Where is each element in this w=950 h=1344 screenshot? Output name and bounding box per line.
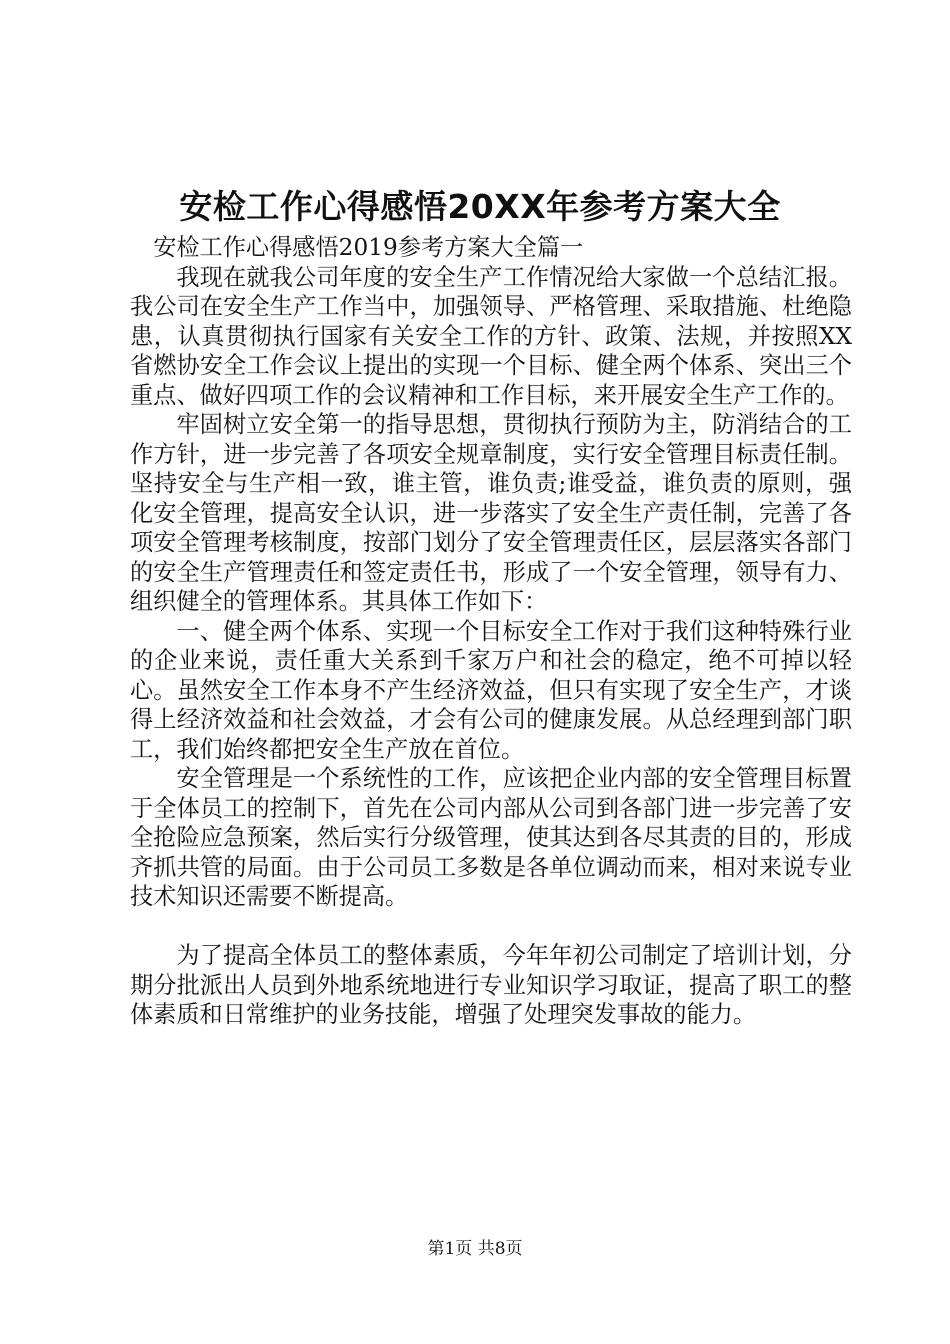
- paragraph-1: 我现在就我公司年度的安全生产工作情况给大家做一个总结汇报。我公司在安全生产工作当中，加强领导、严格管理、采取措施、杜绝隐患，认真贯彻执行国家有关安全工作的方针、政策、法规，并按照XX省燃协安全工作会议上提出的实现一个目标、健全两个体系、突出三个重点、做好四项工作的会议精神和工作目标，来开展安全生产工作的。: [130, 263, 852, 409]
- paragraph-5: 为了提高全体员工的整体素质，今年年初公司制定了培训计划，分期分批派出人员到外地系统地进行专业知识学习取证，提高了职工的整体素质和日常维护的业务技能，增强了处理突发事故的能力。: [130, 942, 852, 1028]
- section-heading: 安检工作心得感悟2019参考方案大全篇一: [153, 234, 584, 261]
- page-number-footer: 第1页 共8页: [427, 1239, 523, 1259]
- document-title: 安检工作心得感悟20XX年参考方案大全: [179, 187, 781, 226]
- paragraph-2: 牢固树立安全第一的指导思想，贯彻执行预防为主，防消结合的工作方针，进一步完善了各项安全规章制度，实行安全管理目标责任制。坚持安全与生产相一致，谁主管，谁负责;谁受益，谁负责的原则，强化安全管理，提高安全认识，进一步落实了安全生产责任制，完善了各项安全管理考核制度，按部门划分了安全管理责任区，层层落实各部门的安全生产管理责任和签定责任书，形成了一个安全管理，领导有力、组织健全的管理体系。其具体工作如下：: [130, 411, 852, 615]
- paragraph-3: 一、健全两个体系、实现一个目标安全工作对于我们这种特殊行业的企业来说，责任重大关系到千家万户和社会的稳定，绝不可掉以轻心。虽然安全工作本身不产生经济效益，但只有实现了安全生产，才谈得上经济效益和社会效益，才会有公司的健康发展。从总经理到部门职工，我们始终都把安全生产放在首位。: [130, 617, 852, 763]
- document-body: [130, 233, 852, 1030]
- paragraph-4: 安全管理是一个系统性的工作，应该把企业内部的安全管理目标置于全体员工的控制下，首先在公司内部从公司到各部门进一步完善了安全抢险应急预案，然后实行分级管理，使其达到各尽其责的目的，形成齐抓共管的局面。由于公司员工多数是各单位调动而来，相对来说专业技术知识还需要不断提高。: [130, 765, 852, 910]
- paragraph-spacer: [130, 912, 852, 942]
